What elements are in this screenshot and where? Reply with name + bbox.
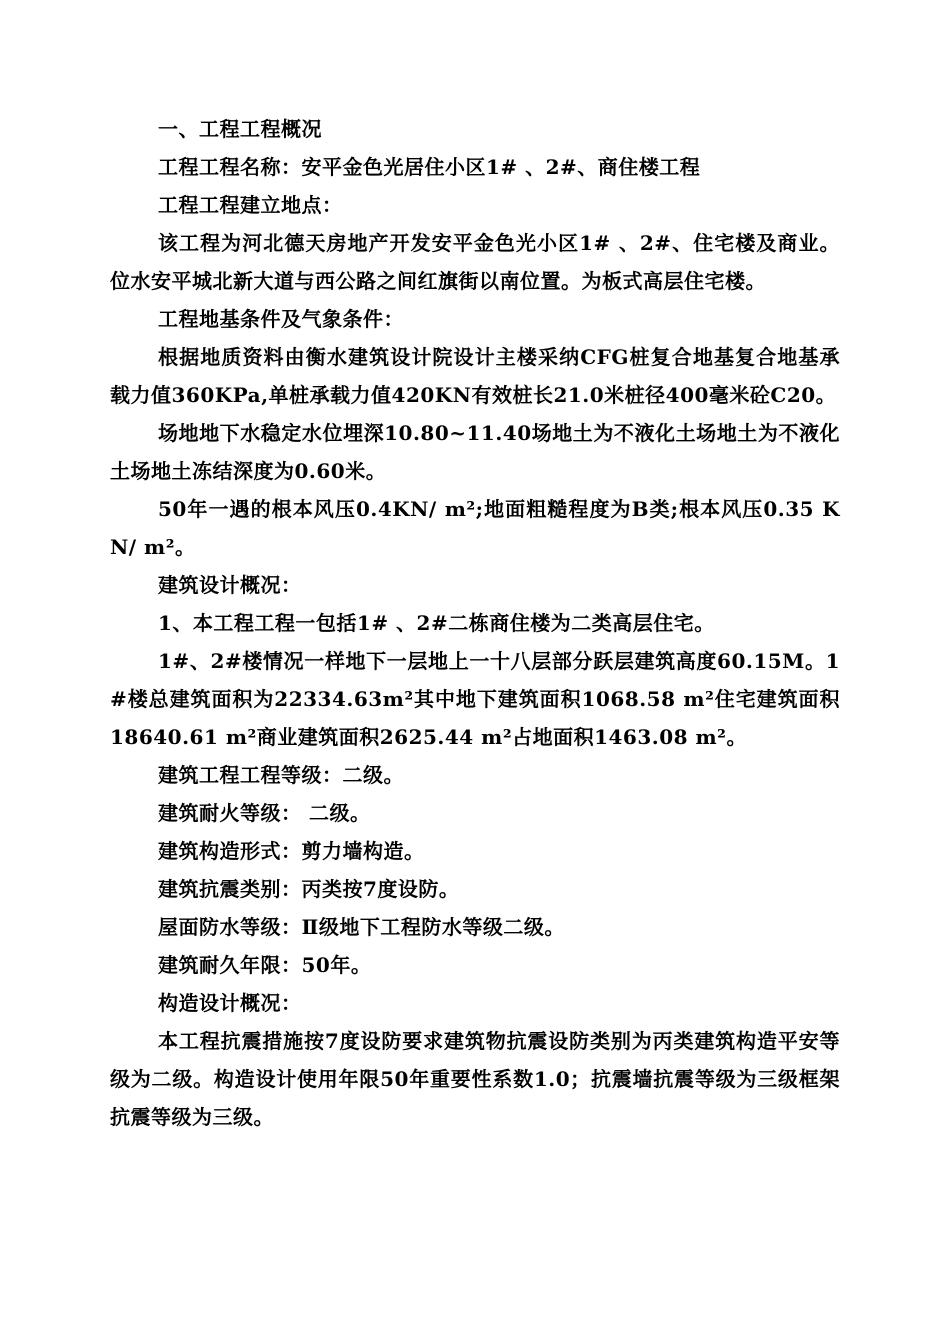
wind-pressure-paragraph: 50年一遇的根本风压0.4KN/ m²;地面粗糙程度为B类;根本风压0.35 KN/ m²。 [110,497,840,559]
project-name-line: 工程工程名称：安平金色光居住小区1# 、2#、商住楼工程 [158,155,701,179]
seismic-measures-paragraph: 本工程抗震措施按7度设防要求建筑物抗震设防类别为丙类建筑构造平安等级为二级。构造设计使用年限50年重要性系数1.0；抗震墙抗震等级为三级框架抗震等级为三级。 [110,1029,840,1129]
structure-form-line: 建筑构造形式：剪力墙构造。 [158,839,425,863]
foundation-paragraph: 根据地质资料由衡水建筑设计院设计主楼采纳CFG桩复合地基复合地基承载力值360KPa,单桩承载力值420KN有效桩长21.0米桩径400毫米砼C20。 [110,345,840,407]
project-location-heading: 工程工程建立地点： [158,193,343,217]
fire-rating-line: 建筑耐火等级： 二级。 [158,801,371,825]
section-heading-project-overview: 一、工程工程概况 [158,117,322,141]
waterproof-grade-line: 屋面防水等级：Ⅱ级地下工程防水等级二级。 [158,915,565,939]
structure-design-heading: 构造设计概况： [158,991,302,1015]
architecture-design-heading: 建筑设计概况： [158,573,302,597]
building-area-paragraph: 1#、2#楼情况一样地下一层地上一十八层部分跃层建筑高度60.15M。1#楼总建筑面积为22334.63m²其中地下建筑面积1068.58 m²住宅建筑面积18640.61 m²商业建筑面积2625.44 m²占地面积1463.08 m²。 [110,649,840,749]
document-body [110,110,840,1136]
foundation-climate-heading: 工程地基条件及气象条件： [158,307,404,331]
architecture-item-1: 1、本工程工程一包括1# 、2#二栋商住楼为二类高层住宅。 [158,611,715,635]
durability-line: 建筑耐久年限：50年。 [158,953,372,977]
project-location-paragraph: 该工程为河北德天房地产开发安平金色光小区1# 、2#、住宅楼及商业。位水安平城北新大道与西公路之间红旗街以南位置。为板式高层住宅楼。 [110,231,840,293]
building-grade-line: 建筑工程工程等级：二级。 [158,763,404,787]
groundwater-paragraph: 场地地下水稳定水位埋深10.80~11.40场地土为不液化土场地土为不液化土场地土冻结深度为0.60米。 [110,421,840,483]
seismic-category-line: 建筑抗震类别：丙类按7度设防。 [158,877,460,901]
